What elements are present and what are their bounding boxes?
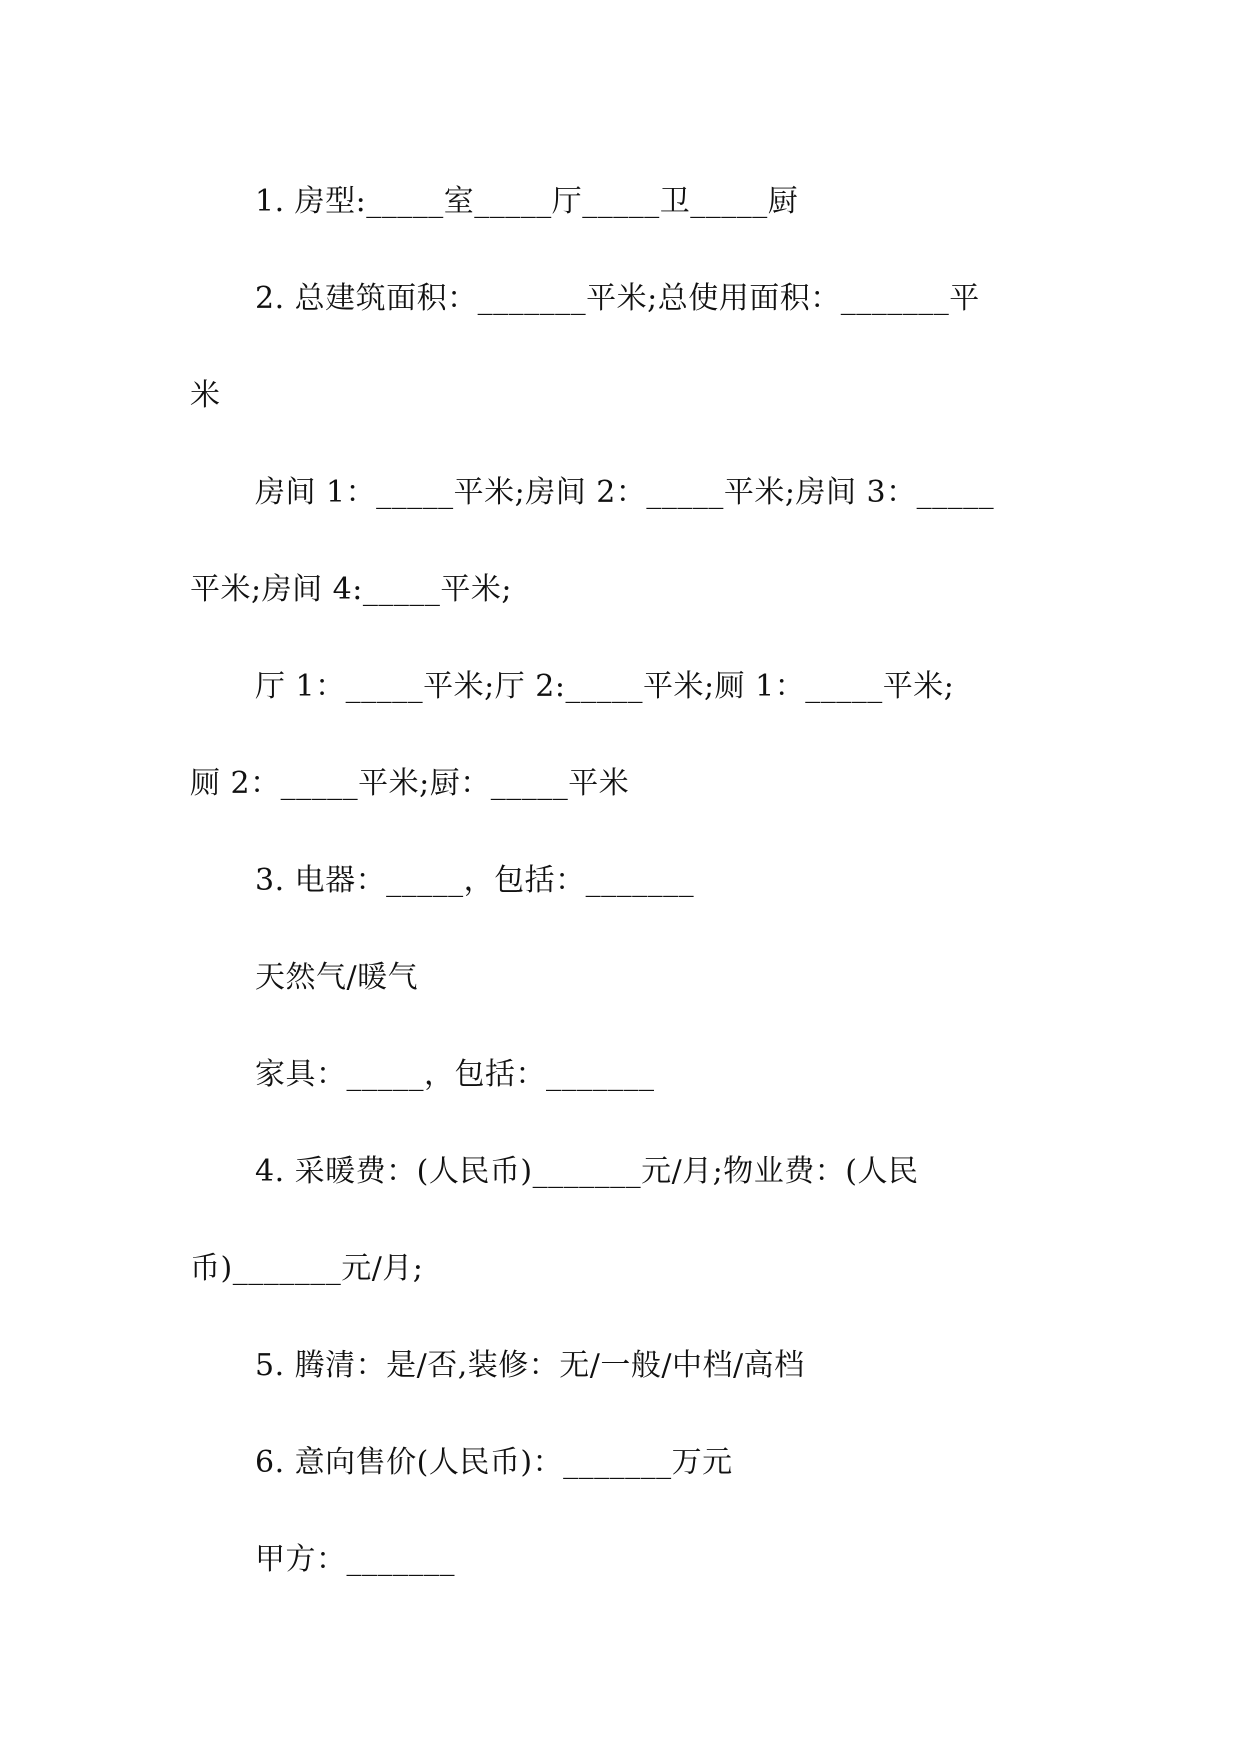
fees-line: 4. 采暖费：(人民币)_______元/月;物业费：(人民 [255,1154,919,1189]
total-area-line: 2. 总建筑面积：_______平米;总使用面积：_______平 [255,281,980,316]
asking-price-line: 6. 意向售价(人民币)：_______万元 [255,1445,733,1480]
fees-line-cont: 币)_______元/月; [190,1251,424,1286]
room-area-line-cont: 平米;房间 4:_____平米; [190,572,512,607]
gas-heating-line: 天然气/暖气 [255,960,419,995]
party-a-line: 甲方：_______ [255,1542,455,1577]
room-area-line: 房间 1：_____平米;房间 2：_____平米;房间 3：_____ [255,475,995,510]
total-area-line-cont: 米 [190,378,221,413]
hall-area-line: 厅 1：_____平米;厅 2:_____平米;厕 1：_____平米; [255,669,955,704]
house-type-line: 1. 房型:_____室_____厅_____卫_____厨 [255,184,799,219]
furniture-line: 家具：_____，包括：_______ [255,1057,655,1092]
toilet-kitchen-line: 厕 2：_____平米;厨：_____平米 [190,766,630,801]
appliances-line: 3. 电器：_____，包括：_______ [255,863,695,898]
vacate-decoration-line: 5. 腾清：是/否,装修：无/一般/中档/高档 [255,1348,805,1383]
